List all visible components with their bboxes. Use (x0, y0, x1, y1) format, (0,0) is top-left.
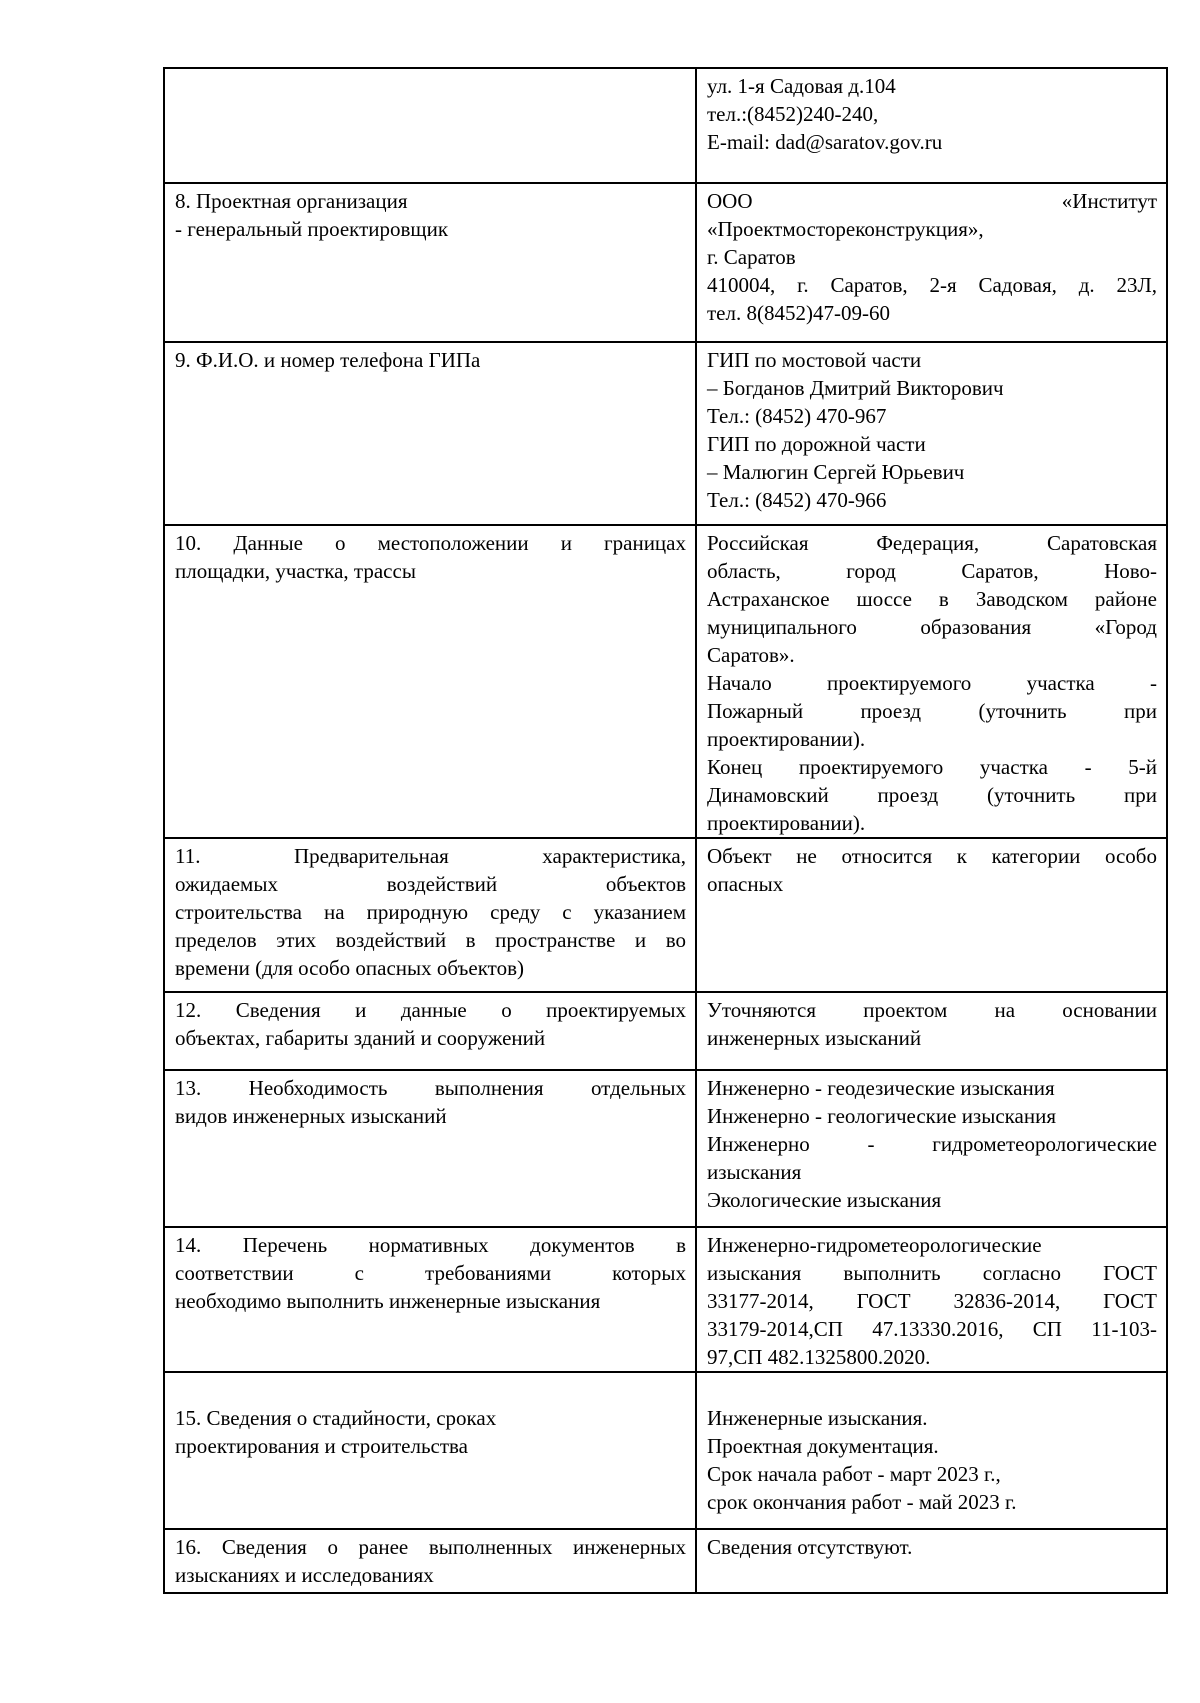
text-line: Объект не относится к категории особо (707, 844, 1157, 868)
text-line: площадки, участка, трассы (175, 559, 416, 583)
table-row (164, 1227, 1167, 1372)
text-line: 16. Сведения о ранее выполненных инженерных (175, 1535, 686, 1559)
requirement-label-cell (164, 1070, 696, 1227)
text-line: Инженерно - геодезические изыскания (707, 1076, 1055, 1100)
requirement-label (175, 1231, 686, 1315)
requirement-value-cell (696, 1529, 1167, 1593)
requirement-label-cell (164, 838, 696, 992)
text-line: 14. Перечень нормативных документов в (175, 1233, 686, 1257)
requirement-value-cell (696, 183, 1167, 342)
text-line: проектировании). (707, 727, 866, 751)
table-row (164, 1070, 1167, 1227)
text-line: Срок начала работ - март 2023 г., (707, 1462, 1001, 1486)
requirement-value (707, 72, 1157, 156)
text-line: 9. Ф.И.О. и номер телефона ГИПа (175, 348, 481, 372)
text-line: ожидаемых воздействий объектов (175, 872, 686, 896)
text-line: 97,СП 482.1325800.2020. (707, 1345, 931, 1369)
text-line: изыскания выполнить согласно ГОСТ (707, 1261, 1157, 1285)
text-line: ООО «Институт (707, 189, 1157, 213)
requirement-value-cell (696, 342, 1167, 525)
text-line: Экологические изыскания (707, 1188, 942, 1212)
text-line: «Проектмостореконструкция», (707, 217, 984, 241)
requirement-value-cell (696, 68, 1167, 183)
text-line: Инженерно - геологические изыскания (707, 1104, 1057, 1128)
text-line: – Малюгин Сергей Юрьевич (707, 460, 965, 484)
text-line: – Богданов Дмитрий Викторович (707, 376, 1004, 400)
requirement-label-cell (164, 1529, 696, 1593)
text-line: Инженерно-гидрометеорологические (707, 1233, 1042, 1257)
requirement-label (175, 346, 686, 374)
requirement-value-cell (696, 1070, 1167, 1227)
text-line: 15. Сведения о стадийности, сроках (175, 1406, 497, 1430)
text-line: Тел.: (8452) 470-966 (707, 488, 887, 512)
text-line: 13. Необходимость выполнения отдельных (175, 1076, 686, 1100)
text-line: ГИП по дорожной части (707, 432, 926, 456)
text-line: ГИП по мостовой части (707, 348, 922, 372)
text-line: тел.:(8452)240-240, (707, 102, 879, 126)
text-line: ул. 1-я Садовая д.104 (707, 74, 896, 98)
text-line (707, 1376, 1157, 1404)
requirement-value (707, 842, 1157, 898)
text-line: Астраханское шоссе в Заводском районе (707, 587, 1157, 611)
text-line: проектирования и строительства (175, 1434, 468, 1458)
text-line: инженерных изысканий (707, 1026, 922, 1050)
table-row (164, 68, 1167, 183)
text-line: - генеральный проектировщик (175, 217, 449, 241)
table-row (164, 525, 1167, 838)
requirement-value-cell (696, 1227, 1167, 1372)
text-line: объектах, габариты зданий и сооружений (175, 1026, 546, 1050)
table-row (164, 992, 1167, 1070)
text-line (175, 1376, 686, 1404)
text-line: муниципального образования «Город (707, 615, 1157, 639)
requirement-value (707, 187, 1157, 327)
text-line: опасных (707, 872, 784, 896)
table-row (164, 1529, 1167, 1593)
requirement-value (707, 346, 1157, 514)
text-line: времени (для особо опасных объектов) (175, 956, 524, 980)
text-line: Проектная документация. (707, 1434, 939, 1458)
text-line: видов инженерных изысканий (175, 1104, 447, 1128)
text-line: 12. Сведения и данные о проектируемых (175, 998, 686, 1022)
requirement-label-cell (164, 525, 696, 838)
text-line: г. Саратов (707, 245, 796, 269)
text-line: срок окончания работ - май 2023 г. (707, 1490, 1017, 1514)
requirement-label-cell (164, 68, 696, 183)
text-line: E-mail: dad@saratov.gov.ru (707, 130, 943, 154)
requirement-label-cell (164, 342, 696, 525)
text-line: 8. Проектная организация (175, 189, 408, 213)
requirement-label (175, 842, 686, 982)
text-line: Саратов». (707, 643, 795, 667)
requirement-label (175, 1376, 686, 1460)
requirement-value (707, 529, 1157, 837)
text-line: Динамовский проезд (уточнить при (707, 783, 1157, 807)
requirement-value-cell (696, 1372, 1167, 1529)
requirement-value-cell (696, 838, 1167, 992)
requirement-label (175, 1074, 686, 1130)
text-line: изысканиях и исследованиях (175, 1563, 434, 1587)
text-line: Уточняются проектом на основании (707, 998, 1157, 1022)
text-line: 11. Предварительная характеристика, (175, 844, 686, 868)
requirement-value (707, 1533, 1157, 1561)
text-line: 10. Данные о местоположении и границах (175, 531, 686, 555)
text-line: Сведения отсутствуют. (707, 1535, 913, 1559)
table-row (164, 838, 1167, 992)
text-line: область, город Саратов, Ново- (707, 559, 1157, 583)
text-line: Инженерные изыскания. (707, 1406, 928, 1430)
text-line: Конец проектируемого участка - 5-й (707, 755, 1157, 779)
requirement-value (707, 1074, 1157, 1214)
text-line: Тел.: (8452) 470-967 (707, 404, 887, 428)
requirement-value (707, 1376, 1157, 1516)
requirements-table (163, 67, 1168, 1594)
text-line: 33177-2014, ГОСТ 32836-2014, ГОСТ (707, 1289, 1157, 1313)
requirement-label-cell (164, 183, 696, 342)
text-line: Пожарный проезд (уточнить при (707, 699, 1157, 723)
requirement-label-cell (164, 992, 696, 1070)
text-line: Инженерно - гидрометеорологические (707, 1132, 1157, 1156)
requirement-value (707, 996, 1157, 1052)
text-line: 33179-2014,СП 47.13330.2016, СП 11-103- (707, 1317, 1157, 1341)
text-line: соответствии с требованиями которых (175, 1261, 686, 1285)
text-line: необходимо выполнить инженерные изыскания (175, 1289, 601, 1313)
text-line: проектировании). (707, 811, 866, 835)
requirement-label-cell (164, 1372, 696, 1529)
requirement-label (175, 187, 686, 243)
text-line: изыскания (707, 1160, 802, 1184)
table-row (164, 1372, 1167, 1529)
requirement-label (175, 529, 686, 585)
text-line: Начало проектируемого участка - (707, 671, 1157, 695)
requirement-value-cell (696, 992, 1167, 1070)
requirement-label (175, 1533, 686, 1589)
table-row (164, 342, 1167, 525)
text-line: пределов этих воздействий в пространстве и во (175, 928, 686, 952)
table-body (164, 68, 1167, 1593)
requirement-value-cell (696, 525, 1167, 838)
text-line: тел. 8(8452)47-09-60 (707, 301, 890, 325)
requirement-value (707, 1231, 1157, 1371)
requirement-label (175, 996, 686, 1052)
text-line: 410004, г. Саратов, 2-я Садовая, д. 23Л, (707, 273, 1157, 297)
requirement-label-cell (164, 1227, 696, 1372)
table-row (164, 183, 1167, 342)
text-line: строительства на природную среду с указанием (175, 900, 686, 924)
text-line: Российская Федерация, Саратовская (707, 531, 1157, 555)
